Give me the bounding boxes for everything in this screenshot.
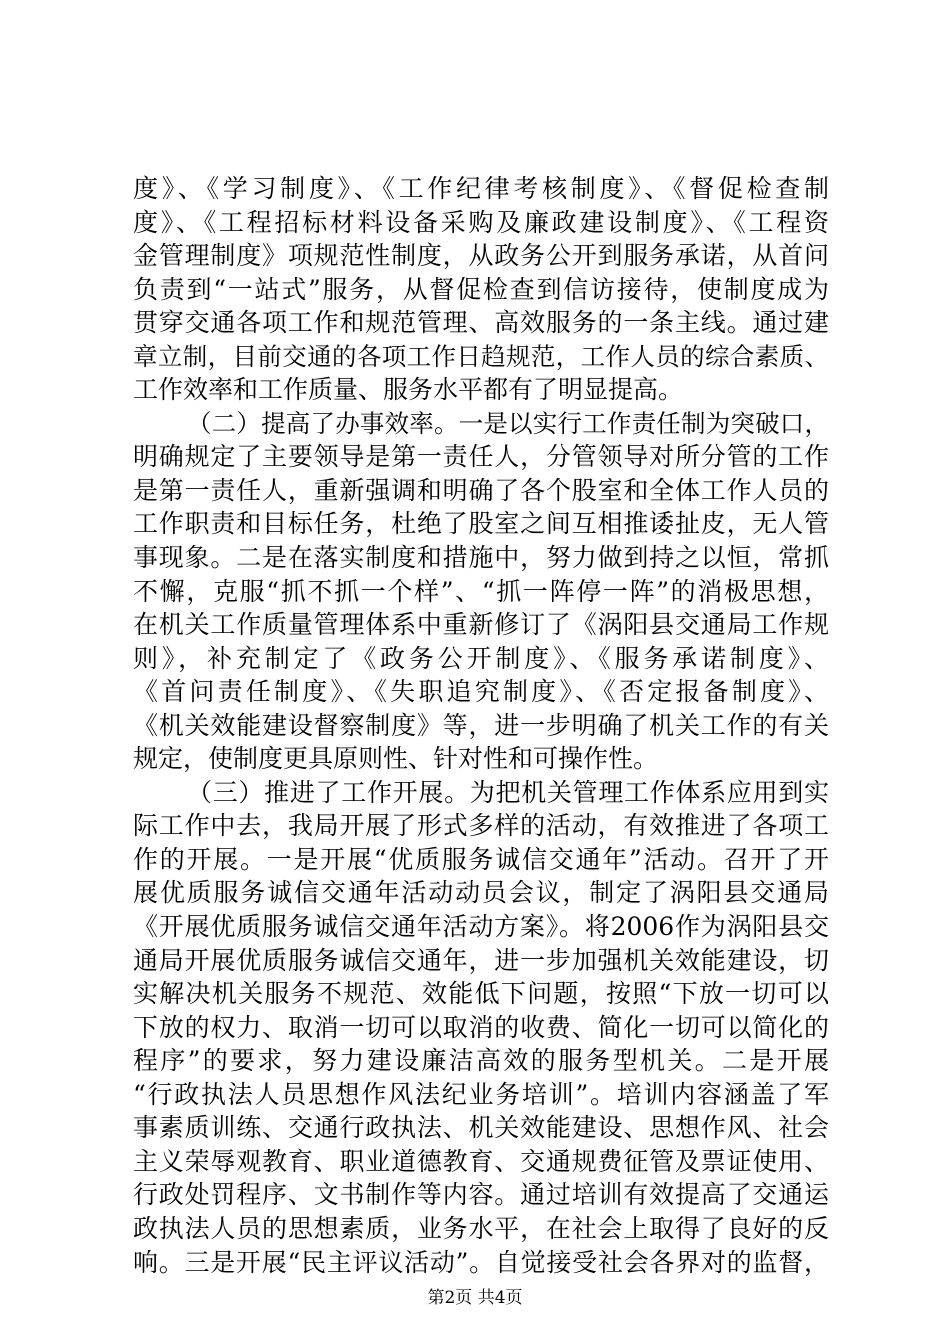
text-line: 际工作中去，我局开展了形式多样的活动，有效推进了各项工 — [133, 811, 829, 841]
text-line: 作的开展。一是开展“优质服务诚信交通年”活动。召开了开 — [133, 844, 829, 874]
document-body — [133, 172, 829, 1279]
text-line: 工作效率和工作质量、服务水平都有了明显提高。 — [133, 375, 684, 405]
text-line: 通局开展优质服务诚信交通年，进一步加强机关效能建设，切 — [133, 945, 829, 975]
text-line: 事现象。二是在落实制度和措施中，努力做到持之以恒，常抓 — [133, 543, 829, 573]
text-line: 行政处罚程序、文书制作等内容。通过培训有效提高了交通运 — [133, 1180, 829, 1210]
text-line: 程序”的要求，努力建设廉洁高效的服务型机关。二是开展 — [133, 1046, 829, 1076]
text-line: 下放的权力、取消一切可以取消的收费、简化一切可以简化的 — [133, 1012, 829, 1042]
text-line: 金管理制度》项规范性制度，从政务公开到服务承诺，从首问 — [133, 241, 829, 271]
text-line: 不懈，克服“抓不抓一个样”、“抓一阵停一阵”的消极思想， — [133, 576, 829, 606]
text-line: 章立制，目前交通的各项工作日趋规范，工作人员的综合素质、 — [133, 341, 829, 371]
text-line: 《开展优质服务诚信交通年活动方案》。将2006作为涡阳县交 — [133, 912, 829, 942]
page-footer: 第2页 共4页 — [427, 1288, 523, 1308]
text-line: 工作职责和目标任务，杜绝了股室之间互相推诿扯皮，无人管 — [133, 509, 829, 539]
text-line: 规定，使制度更具原则性、针对性和可操作性。 — [133, 744, 659, 774]
text-line: 《机关效能建设督察制度》等，进一步明确了机关工作的有关 — [133, 710, 829, 740]
text-line: “行政执法人员思想作风法纪业务培训”。培训内容涵盖了军 — [133, 1079, 829, 1109]
text-line: 在机关工作质量管理体系中重新修订了《涡阳县交通局工作规 — [133, 610, 829, 640]
text-line: 响。三是开展“民主评议活动”。自觉接受社会各界对的监督， — [133, 1247, 829, 1277]
text-line: 负责到“一站式”服务，从督促检查到信访接待，使制度成为 — [133, 274, 829, 304]
text-line: 度》、《学习制度》、《工作纪律考核制度》、《督促检查制 — [133, 174, 829, 203]
text-line: 主义荣辱观教育、职业道德教育、交通规费征管及票证使用、 — [133, 1146, 829, 1176]
text-line: （二）提高了办事效率。一是以实行工作责任制为突破口， — [187, 408, 829, 438]
text-line: （三）推进了工作开展。为把机关管理工作体系应用到实 — [187, 777, 829, 807]
text-line: 政执法人员的思想素质，业务水平，在社会上取得了良好的反 — [133, 1213, 829, 1243]
text-line: 则》，补充制定了《政务公开制度》、《服务承诺制度》、 — [133, 643, 829, 673]
text-line: 《首问责任制度》、《失职追究制度》、《否定报备制度》、 — [133, 677, 829, 707]
text-line: 事素质训练、交通行政执法、机关效能建设、思想作风、社会 — [133, 1113, 829, 1143]
text-line: 展优质服务诚信交通年活动动员会议，制定了涡阳县交通局 — [133, 878, 829, 908]
text-line: 是第一责任人，重新强调和明确了各个股室和全体工作人员的 — [133, 475, 829, 505]
text-line: 实解决机关服务不规范、效能低下问题，按照“下放一切可以 — [133, 979, 829, 1009]
text-line: 明确规定了主要领导是第一责任人，分管领导对所分管的工作 — [133, 442, 829, 472]
text-line: 贯穿交通各项工作和规范管理、高效服务的一条主线。通过建 — [133, 308, 829, 338]
text-line: 度》、《工程招标材料设备采购及廉政建设制度》、《工程资 — [133, 207, 829, 237]
